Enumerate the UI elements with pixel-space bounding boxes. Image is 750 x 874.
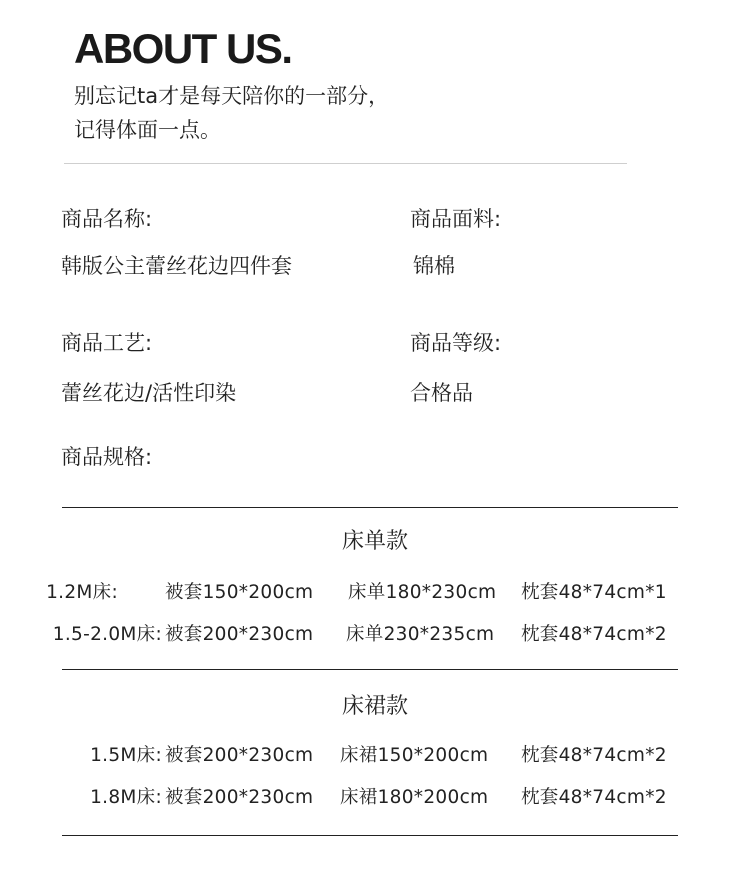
spec-row-duvet: 被套150*200cm [165,582,314,603]
product-name-label: 商品名称: [61,207,153,231]
fabric-value: 锦棉 [413,254,455,278]
product-name-value: 韩版公主蕾丝花边四件套 [61,254,292,278]
spec-label: 商品规格: [61,445,153,469]
fabric-label: 商品面料: [410,207,502,231]
craft-label: 商品工艺: [61,331,153,355]
grade-label: 商品等级: [410,331,502,355]
grade-value: 合格品 [410,381,473,405]
spec-row-duvet: 被套200*230cm [165,624,314,645]
spec-row-size: 1.8M床: [90,787,162,808]
section-divider [62,669,678,670]
spec-divider-top [62,507,678,508]
section-title-bedskirt: 床裙款 [341,694,408,719]
tagline-line-2: 记得体面一点。 [74,118,221,142]
spec-row-size: 1.5M床: [90,745,162,766]
spec-row-size: 1.2M床: [46,582,118,603]
tagline-line-1: 别忘记ta才是每天陪你的一部分， [74,84,390,108]
page-title: ABOUT US. [74,25,292,72]
spec-divider-bottom [62,835,678,836]
spec-row-skirt: 床裙180*200cm [340,787,489,808]
spec-row-sheet: 床单180*230cm [348,582,497,603]
spec-row-pillow: 枕套48*74cm*2 [521,745,667,766]
spec-row-sheet: 床单230*235cm [346,624,495,645]
craft-value: 蕾丝花边/活性印染 [61,381,237,405]
header-divider [64,163,627,164]
section-title-sheet: 床单款 [341,529,408,554]
spec-row-pillow: 枕套48*74cm*2 [521,624,667,645]
spec-row-skirt: 床裙150*200cm [340,745,489,766]
spec-row-pillow: 枕套48*74cm*1 [521,582,667,603]
spec-row-pillow: 枕套48*74cm*2 [521,787,667,808]
spec-row-size: 1.5-2.0M床: [52,624,162,645]
spec-row-duvet: 被套200*230cm [165,745,314,766]
spec-row-duvet: 被套200*230cm [165,787,314,808]
